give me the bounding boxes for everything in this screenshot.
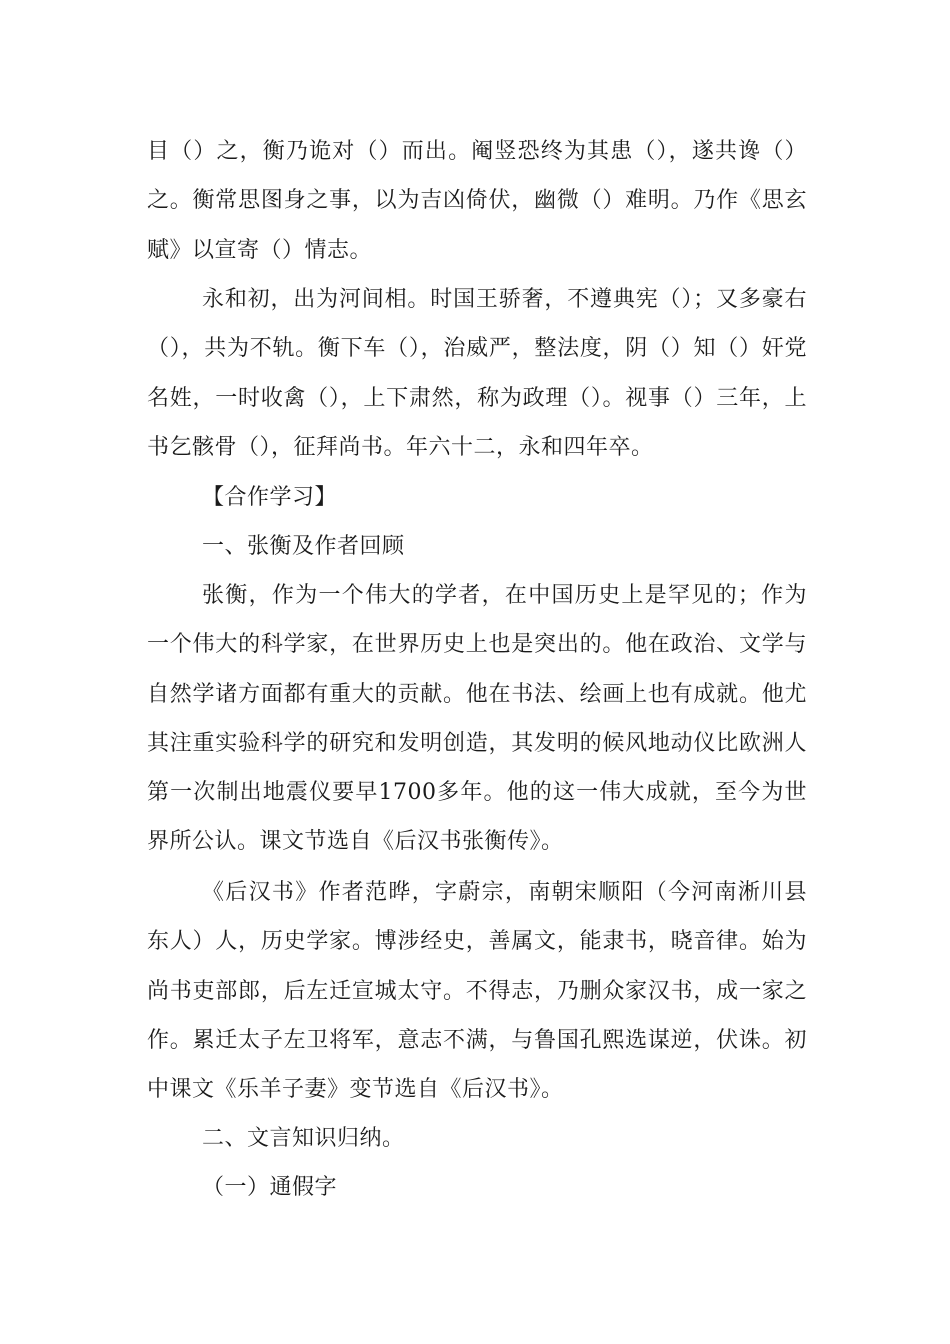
paragraph-zhangheng: 张衡，作为一个伟大的学者，在中国历史上是罕见的；作为一个伟大的科学家，在世界历史上也是突出的。他在政治、文学与自然学诸方面都有重大的贡献。他在书法、绘画上也有成就。他尤其注重实验科学的研究和发明创造，其发明的候风地动仪比欧洲人第一次制出地震仪要早1700多年。他的这一伟大成就，至今为世界所公认。课文节选自《后汉书张衡传》。 (147, 583, 807, 855)
paragraph-continued: 目（）之，衡乃诡对（）而出。阉竖恐终为其患（），遂共谗（）之。衡常思图身之事，以为吉凶倚伏，幽微（）难明。乃作《思玄赋》以宣寄（）情志。 (147, 139, 807, 263)
section-heading-one: 一、张衡及作者回顾 (202, 534, 405, 559)
subsection-heading-tongjiazi: （一）通假字 (202, 1175, 338, 1200)
section-heading-two: 二、文言知识归纳。 (202, 1126, 405, 1151)
section-heading-cooperative-learning: 【合作学习】 (202, 485, 338, 510)
paragraph-yonghe: 永和初，出为河间相。时国王骄奢，不遵典宪（）；又多豪右（），共为不轨。衡下车（），治威严，整法度，阴（）知（）奸党名姓，一时收禽（），上下肃然，称为政理（）。视事（）三年，上书乞骸骨（），征拜尚书。年六十二，永和四年卒。 (147, 287, 807, 460)
paragraph-houhanshu: 《后汉书》作者范晔，字蔚宗，南朝宋顺阳（今河南淅川县东人）人，历史学家。博涉经史，善属文，能隶书，晓音律。始为尚书吏部郎，后左迁宣城太守。不得志，乃删众家汉书，成一家之作。累迁太子左卫将军，意志不满，与鲁国孔熙选谋逆，伏诛。初中课文《乐羊子妻》变节选自《后汉书》。 (147, 880, 807, 1103)
